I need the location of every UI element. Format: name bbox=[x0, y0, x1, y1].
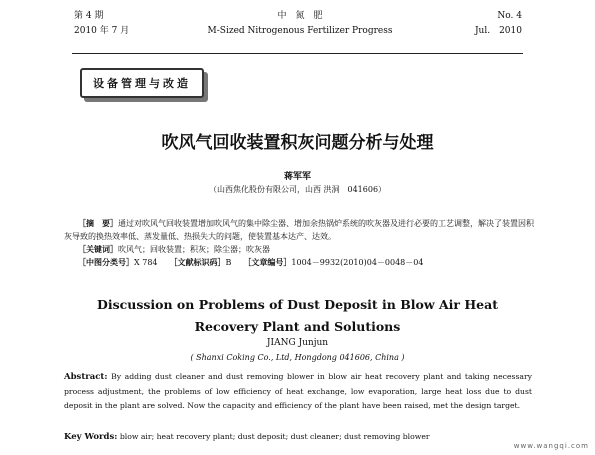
abstract-text-cn: 通过对吹风气回收装置增加吹风气的集中除尘器、增加余热锅炉系统的吹灰器及进行必要的工艺调整，解决了装置因积灰导致的换热效率低、蒸发量低、热损失大的问题，使装置基本达产、达效。 bbox=[64, 219, 534, 241]
chinese-title: 吹风气回收装置积灰问题分析与处理 bbox=[161, 133, 434, 153]
english-title-line1: Discussion on Problems of Dust Deposit in Blow Air Heat bbox=[97, 297, 498, 312]
date-en: Jul. 2010 bbox=[474, 26, 522, 36]
chinese-author: 蒋军军 bbox=[283, 172, 311, 182]
clc-label: ［中图分类号］ bbox=[78, 257, 134, 267]
chinese-abstract-block bbox=[64, 217, 534, 269]
chinese-classification bbox=[64, 256, 534, 269]
english-keywords bbox=[64, 430, 532, 444]
journal-cn: 中 氮 肥 bbox=[277, 11, 323, 21]
chinese-affiliation: （山西焦化股份有限公司，山西 洪洞 041606） bbox=[208, 185, 387, 194]
keywords-label-cn: ［关键词］ bbox=[78, 244, 118, 254]
english-abstract bbox=[64, 370, 532, 414]
header-center bbox=[200, 9, 400, 39]
section-tag: 设备管理与改造 bbox=[80, 68, 204, 98]
keywords-text-en: blow air; heat recovery plant; dust deposit; dust cleaner; dust removing blower bbox=[117, 432, 430, 441]
abstract-text-en: By adding dust cleaner and dust removing blower in blow air heat recovery plant and taking necessary process adjustment, the problems of low efficiency of heat exchange, low evaporation, large heat loss due to dust deposit in the plant are solved. Now the capacity and efficiency of the plant have been raised, met the design target. bbox=[64, 372, 532, 411]
chinese-keywords bbox=[64, 243, 534, 256]
header-rule bbox=[72, 53, 523, 54]
english-title-line2: Recovery Plant and Solutions bbox=[194, 319, 401, 334]
journal-en: M-Sized Nitrogenous Fertilizer Progress bbox=[207, 26, 393, 36]
abstract-label-cn: ［摘 要］ bbox=[78, 218, 118, 228]
header-left bbox=[74, 9, 129, 39]
clc-value: X 784 bbox=[134, 258, 158, 267]
chinese-abstract bbox=[64, 217, 534, 243]
english-title bbox=[0, 294, 595, 338]
keywords-label-en: Key Words: bbox=[64, 432, 118, 442]
issue-cn: 第 4 期 bbox=[74, 11, 104, 21]
doc-code-label: ［文献标识码］ bbox=[173, 257, 226, 267]
watermark: www.wangqi.com bbox=[513, 442, 589, 450]
running-header bbox=[0, 0, 595, 56]
article-no-label: ［文章编号］ bbox=[247, 257, 292, 267]
keywords-text-cn: 吹风气；回收装置；积灰；除尘器；吹灰器 bbox=[118, 245, 270, 254]
header-right bbox=[460, 9, 522, 39]
date-cn: 2010 年 7 月 bbox=[74, 26, 130, 36]
article-no-value: 1004－9932(2010)04－0048－04 bbox=[291, 258, 424, 267]
doc-code-value: B bbox=[225, 258, 232, 267]
english-affiliation: ( Shanxi Coking Co., Ltd, Hongdong 041606, China ) bbox=[190, 353, 405, 362]
issue-en: No. 4 bbox=[497, 11, 522, 21]
abstract-label-en: Abstract: bbox=[64, 372, 108, 382]
english-author: JIANG Junjun bbox=[266, 338, 329, 348]
